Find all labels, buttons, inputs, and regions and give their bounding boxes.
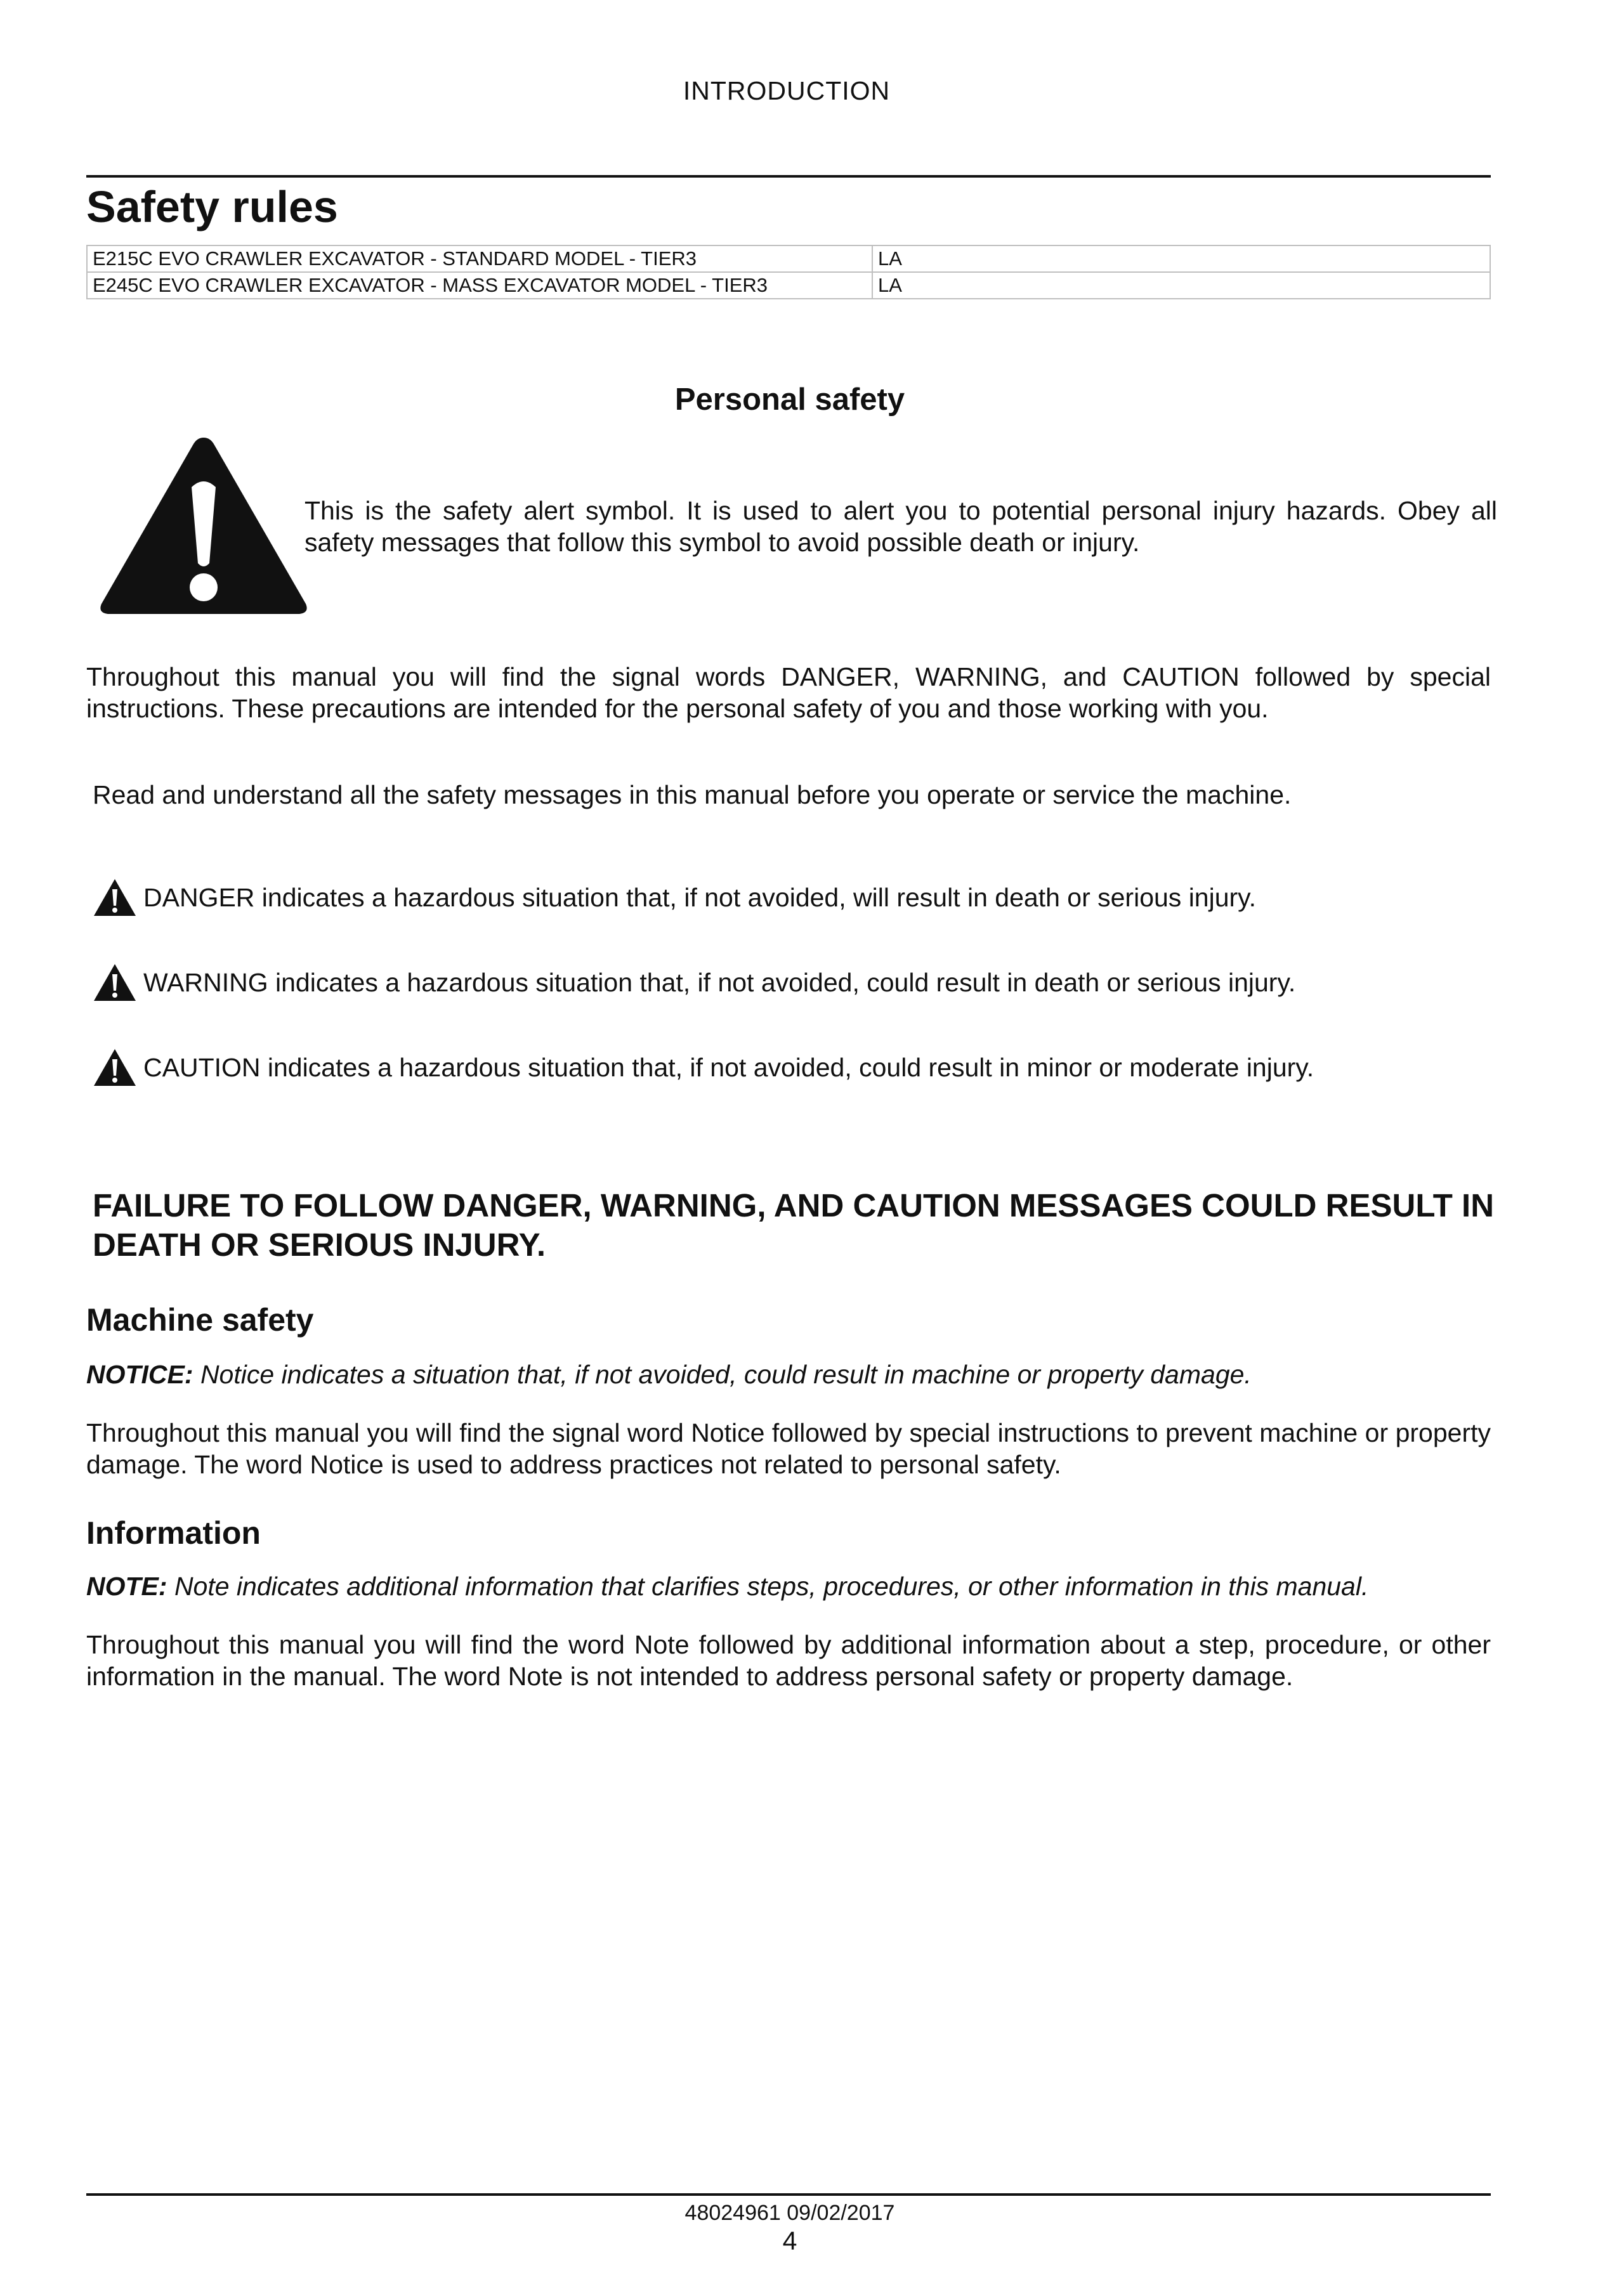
danger-text: DANGER indicates a hazardous situation that, if not avoided, will result in death or serious injury. [143, 883, 1257, 912]
region-cell: LA [872, 272, 1490, 299]
caution-definition [93, 1048, 1497, 1087]
danger-definition [93, 878, 1497, 917]
safety-alert-icon [93, 878, 137, 917]
personal-safety-title: Personal safety [674, 382, 905, 417]
applicability-table [86, 245, 1491, 299]
failure-warning: FAILURE TO FOLLOW DANGER, WARNING, AND CAUTION MESSAGES COULD RESULT IN DEATH OR SERIOUS INJURY. [93, 1187, 1495, 1263]
model-cell: E245C EVO CRAWLER EXCAVATOR - MASS EXCAVATOR MODEL - TIER3 [87, 272, 872, 299]
information-title: Information [86, 1515, 261, 1551]
model-cell: E215C EVO CRAWLER EXCAVATOR - STANDARD MODEL - TIER3 [87, 245, 872, 272]
note-body-paragraph: Throughout this manual you will find the word Note followed by additional information about a step, procedure, or other information in the manual. The word Note is not intended to address personal safety or property damage. [86, 1630, 1491, 1691]
safety-alert-icon [93, 963, 137, 1002]
safety-alert-icon [93, 1048, 137, 1087]
region-cell: LA [872, 245, 1490, 272]
footer-rule [86, 2193, 1491, 2196]
notice-definition [86, 1359, 1491, 1390]
notice-body-paragraph: Throughout this manual you will find the signal word Notice followed by special instructions to prevent machine or property damage. The word Notice is used to address practices not related to personal safety. [86, 1418, 1491, 1479]
notice-text: Notice indicates a situation that, if not avoided, could result in machine or property damage. [193, 1360, 1252, 1389]
note-definition [86, 1570, 1491, 1602]
header-rule [86, 175, 1491, 178]
alert-symbol-description: This is the safety alert symbol. It is used to alert you to potential personal injury hazards. Obey all safety messages that follow this symbol to avoid possible death or injury. [304, 496, 1497, 557]
table-row [87, 245, 1490, 272]
warning-text: WARNING indicates a hazardous situation that, if not avoided, could result in death or serious injury. [143, 968, 1296, 997]
read-safety-paragraph: Read and understand all the safety messages in this manual before you operate or service the machine. [93, 780, 1292, 809]
signal-words-paragraph: Throughout this manual you will find the signal words DANGER, WARNING, and CAUTION followed by special instructions. These precautions are intended for the personal safety of you and those working with you. [86, 662, 1491, 723]
safety-alert-icon [93, 429, 315, 623]
page-number: 4 [782, 2226, 797, 2255]
running-head: INTRODUCTION [683, 76, 891, 105]
caution-text: CAUTION indicates a hazardous situation that, if not avoided, could result in minor or moderate injury. [143, 1053, 1314, 1082]
document-id: 48024961 09/02/2017 [684, 2201, 895, 2225]
notice-label: NOTICE: [86, 1360, 193, 1389]
table-row [87, 272, 1490, 299]
note-text: Note indicates additional information that clarifies steps, procedures, or other information in this manual. [167, 1572, 1369, 1601]
note-label: NOTE: [86, 1572, 167, 1601]
page-title: Safety rules [86, 182, 338, 232]
warning-definition [93, 963, 1497, 1002]
machine-safety-title: Machine safety [86, 1302, 314, 1338]
